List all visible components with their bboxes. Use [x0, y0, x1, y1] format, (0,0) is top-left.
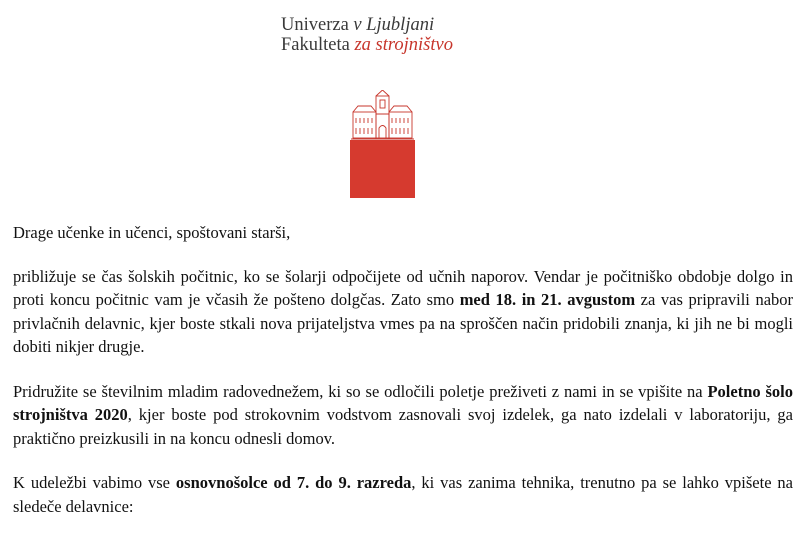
paragraph-intro-text-c: za vas pripravili nabor privlačnih delavnic, kjer boste stkali nova prijateljstva vmes pa na sproščen način pridobili znanja, ki jih ne bi mogli dobiti nikjer drugje. [13, 290, 794, 356]
paragraph-invitation-text-c: , ki vas zanima tehnika, trenutno pa se lahko vpišete na sledeče delavnice: [13, 473, 794, 516]
university-name-italic: v Ljubljani [353, 15, 435, 35]
paragraph-invitation-text-a: K udeležbi vabimo vse [13, 473, 176, 492]
faculty-header [281, 15, 541, 55]
paragraph-summer-school-text-c: , kjer boste pod strokovnim vodstvom zasnovali svoj izdelek, ga nato izdelali v laboratoriju, ga praktično preizkusili in na koncu odnesli domov. [13, 405, 793, 448]
university-name-text: Univerza [281, 15, 354, 35]
university-building-logo [350, 90, 415, 198]
faculty-name-italic: za strojništvo [354, 35, 453, 55]
paragraph-summer-school [13, 380, 793, 451]
paragraph-intro-text-a: približuje se čas šolskih počitnic, ko se šolarji odpočijete od učnih naporov. Vendar je počitniško obdobje dolgo in proti koncu počitnic vam je včasih že pošteno dolgčas. Zato smo [13, 266, 793, 309]
paragraph-intro-dates: med 18. in 21. avgustom [459, 290, 636, 309]
greeting: Drage učenke in učenci, spoštovani starši, [13, 223, 291, 242]
paragraph-invitation [13, 471, 793, 518]
paragraph-invitation-audience: osnovnošolce od 7. do 9. razreda [175, 473, 412, 492]
university-name [281, 15, 541, 35]
faculty-name-text: Fakulteta [281, 35, 355, 55]
paragraph-summer-school-name: Poletno šolo strojništva 2020 [13, 381, 794, 424]
paragraph-intro [13, 265, 793, 359]
faculty-name [281, 35, 541, 55]
paragraph-summer-school-text-a: Pridružite se številnim mladim radovednežem, ki so se odločili poletje preživeti z nami in se vpišite na [13, 381, 708, 401]
letter-body [13, 221, 793, 539]
